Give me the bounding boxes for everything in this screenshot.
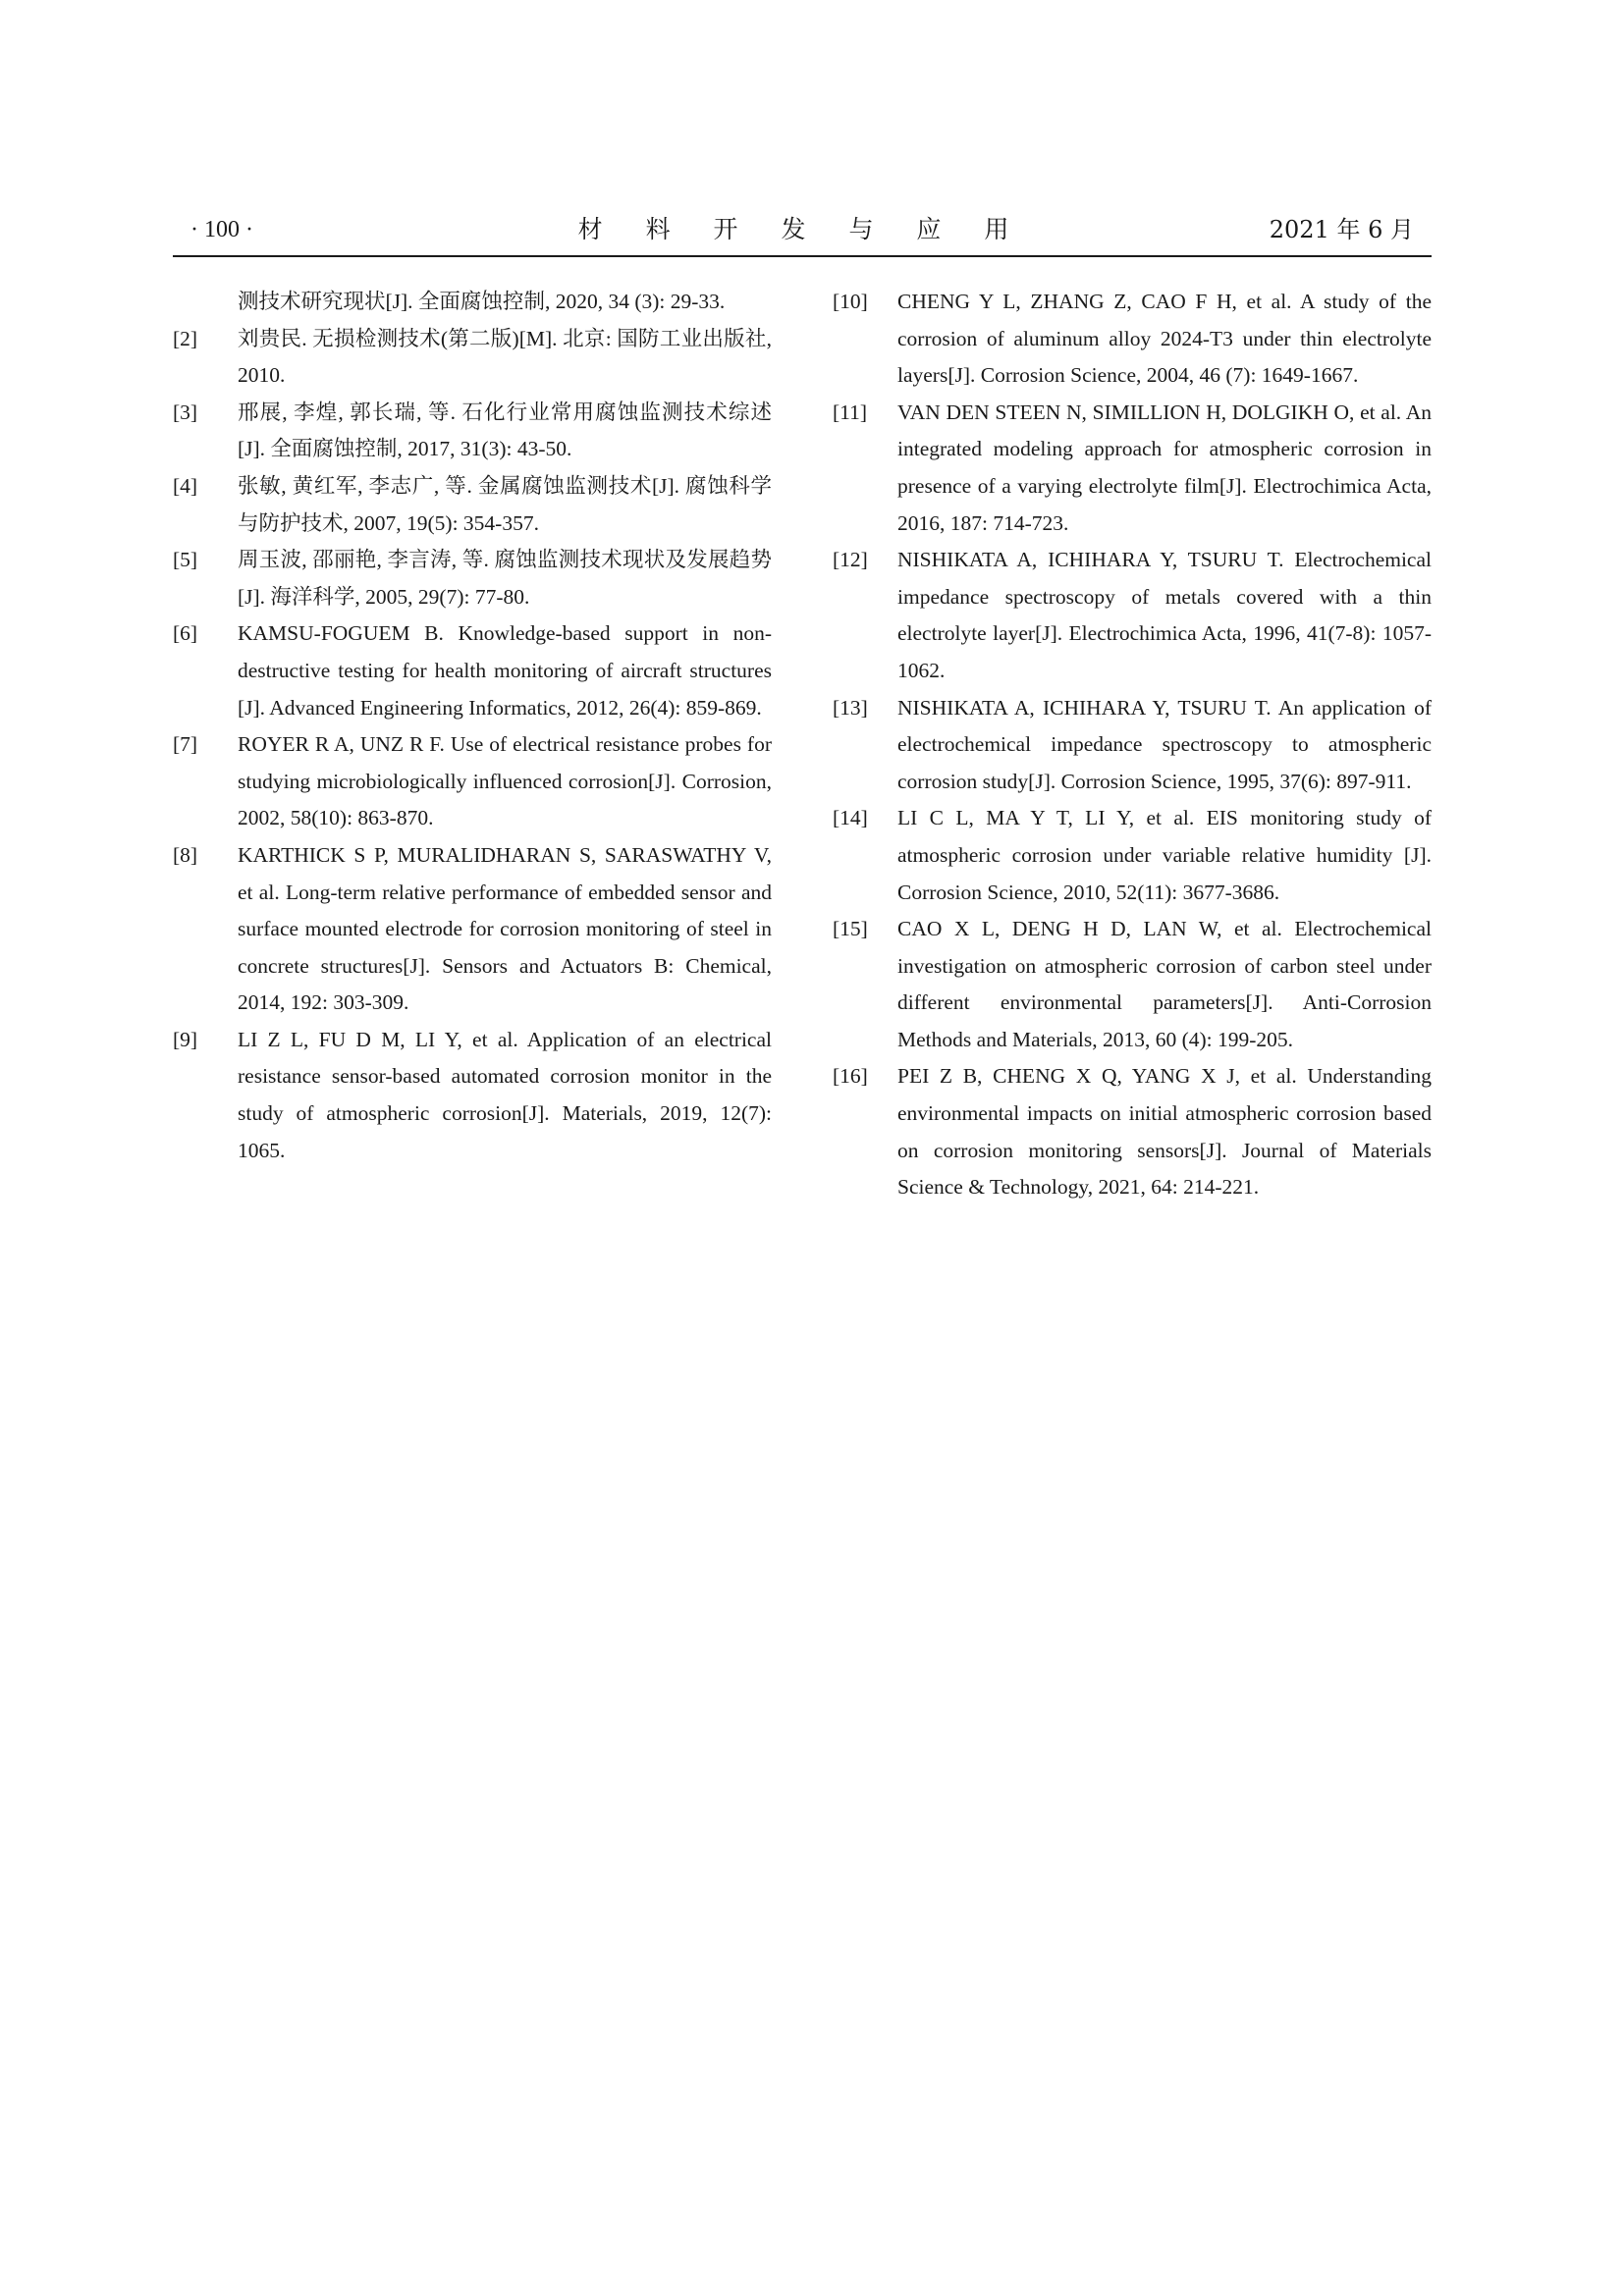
reference-number: [3] xyxy=(173,400,198,424)
reference-number: [10] xyxy=(833,290,868,313)
reference-item xyxy=(173,395,772,468)
reference-number: [6] xyxy=(173,621,198,646)
reference-number: [8] xyxy=(173,842,198,867)
reference-number: [15] xyxy=(833,917,868,941)
reference-item xyxy=(833,542,1432,689)
reference-item xyxy=(173,284,772,321)
reference-number: [5] xyxy=(173,548,198,572)
reference-item xyxy=(833,690,1432,801)
reference-item xyxy=(173,468,772,542)
reference-item xyxy=(173,1022,772,1169)
journal-title: 材 料 开 发 与 应 用 xyxy=(577,215,1027,243)
reference-text: KAMSU-FOGUEM B. Knowledge-based support in non-destructive testing for health monitoring of aircraft structures [J]. Advanced Engineering Informatics, 2012, 26(4): 859-869. xyxy=(238,621,772,720)
reference-item xyxy=(833,911,1432,1058)
reference-item xyxy=(173,542,772,615)
reference-item xyxy=(833,284,1432,395)
reference-text: KARTHICK S P, MURALIDHARAN S, SARASWATHY V, et al. Long-term relative performance of embedded sensor and surface mounted electrode for corrosion monitoring of steel in concrete structures[J]. Sensors and Actuators B: Chemical, 2014, 192: 303-309. xyxy=(238,842,772,1015)
page-header xyxy=(173,212,1432,257)
reference-text: VAN DEN STEEN N, SIMILLION H, DOLGIKH O, et al. An integrated modeling approach for atmospheric corrosion in presence of a varying electrolyte film[J]. Electrochimica Acta, 2016, 187: 714-723. xyxy=(897,400,1432,535)
reference-text: ROYER R A, UNZ R F. Use of electrical resistance probes for studying microbiologically influenced corrosion[J]. Corrosion, 2002, 58(10): 863-870. xyxy=(238,732,772,830)
reference-text: NISHIKATA A, ICHIHARA Y, TSURU T. An application of electrochemical impedance spectroscopy to atmospheric corrosion study[J]. Corrosion Science, 1995, 37(6): 897-911. xyxy=(897,695,1432,793)
reference-item xyxy=(173,615,772,726)
reference-text: 邢展, 李煌, 郭长瑞, 等. 石化行业常用腐蚀监测技术综述[J]. 全面腐蚀控制, 2017, 31(3): 43-50. xyxy=(238,400,772,461)
reference-text: 刘贵民. 无损检测技术(第二版)[M]. 北京: 国防工业出版社, 2010. xyxy=(238,326,772,388)
reference-text: 测技术研究现状[J]. 全面腐蚀控制, 2020, 34 (3): 29-33. xyxy=(238,290,726,313)
reference-number: [11] xyxy=(833,400,868,424)
reference-text: 周玉波, 邵丽艳, 李言涛, 等. 腐蚀监测技术现状及发展趋势[J]. 海洋科学, 2005, 29(7): 77-80. xyxy=(238,548,772,609)
reference-text: PEI Z B, CHENG X Q, YANG X J, et al. Understanding environmental impacts on initial atmospheric corrosion based on corrosion monitoring sensors[J]. Journal of Materials Science & Technology, 2021, 64: 214-221. xyxy=(897,1064,1432,1200)
reference-text: CAO X L, DENG H D, LAN W, et al. Electrochemical investigation on atmospheric corrosion of carbon steel under different environmental parameters[J]. Anti-Corrosion Methods and Materials, 2013, 60 (4): 199-205. xyxy=(897,917,1432,1051)
reference-text: CHENG Y L, ZHANG Z, CAO F H, et al. A study of the corrosion of aluminum alloy 2024-T3 under thin electrolyte layers[J]. Corrosion Science, 2004, 46 (7): 1649-1667. xyxy=(897,290,1432,388)
issue-date: 2021 年 6 月 xyxy=(1269,216,1414,243)
left-reference-column xyxy=(173,284,772,1169)
reference-number: [14] xyxy=(833,806,868,830)
reference-number: [2] xyxy=(173,326,198,350)
reference-number: [12] xyxy=(833,548,868,572)
reference-item xyxy=(833,395,1432,542)
reference-number: [13] xyxy=(833,695,868,720)
reference-item xyxy=(833,1058,1432,1205)
reference-text: LI Z L, FU D M, LI Y, et al. Application of an electrical resistance sensor-based automated corrosion monitor in the study of atmospheric corrosion[J]. Materials, 2019, 12(7): 1065. xyxy=(238,1027,772,1162)
reference-item xyxy=(173,726,772,837)
reference-text: NISHIKATA A, ICHIHARA Y, TSURU T. Electrochemical impedance spectroscopy of metals covered with a thin electrolyte layer[J]. Electrochimica Acta, 1996, 41(7-8): 1057-1062. xyxy=(897,548,1432,682)
reference-text: 张敏, 黄红军, 李志广, 等. 金属腐蚀监测技术[J]. 腐蚀科学与防护技术, 2007, 19(5): 354-357. xyxy=(238,473,772,535)
reference-number: [4] xyxy=(173,473,198,498)
reference-item xyxy=(173,321,772,395)
reference-number: [7] xyxy=(173,732,198,757)
right-reference-column xyxy=(833,284,1432,1206)
reference-item xyxy=(173,837,772,1022)
reference-text: LI C L, MA Y T, LI Y, et al. EIS monitoring study of atmospheric corrosion under variable relative humidity [J]. Corrosion Science, 2010, 52(11): 3677-3686. xyxy=(897,806,1432,904)
page-number: · 100 · xyxy=(190,217,253,242)
reference-item xyxy=(833,800,1432,911)
reference-number: [9] xyxy=(173,1027,198,1051)
reference-number: [16] xyxy=(833,1064,868,1089)
